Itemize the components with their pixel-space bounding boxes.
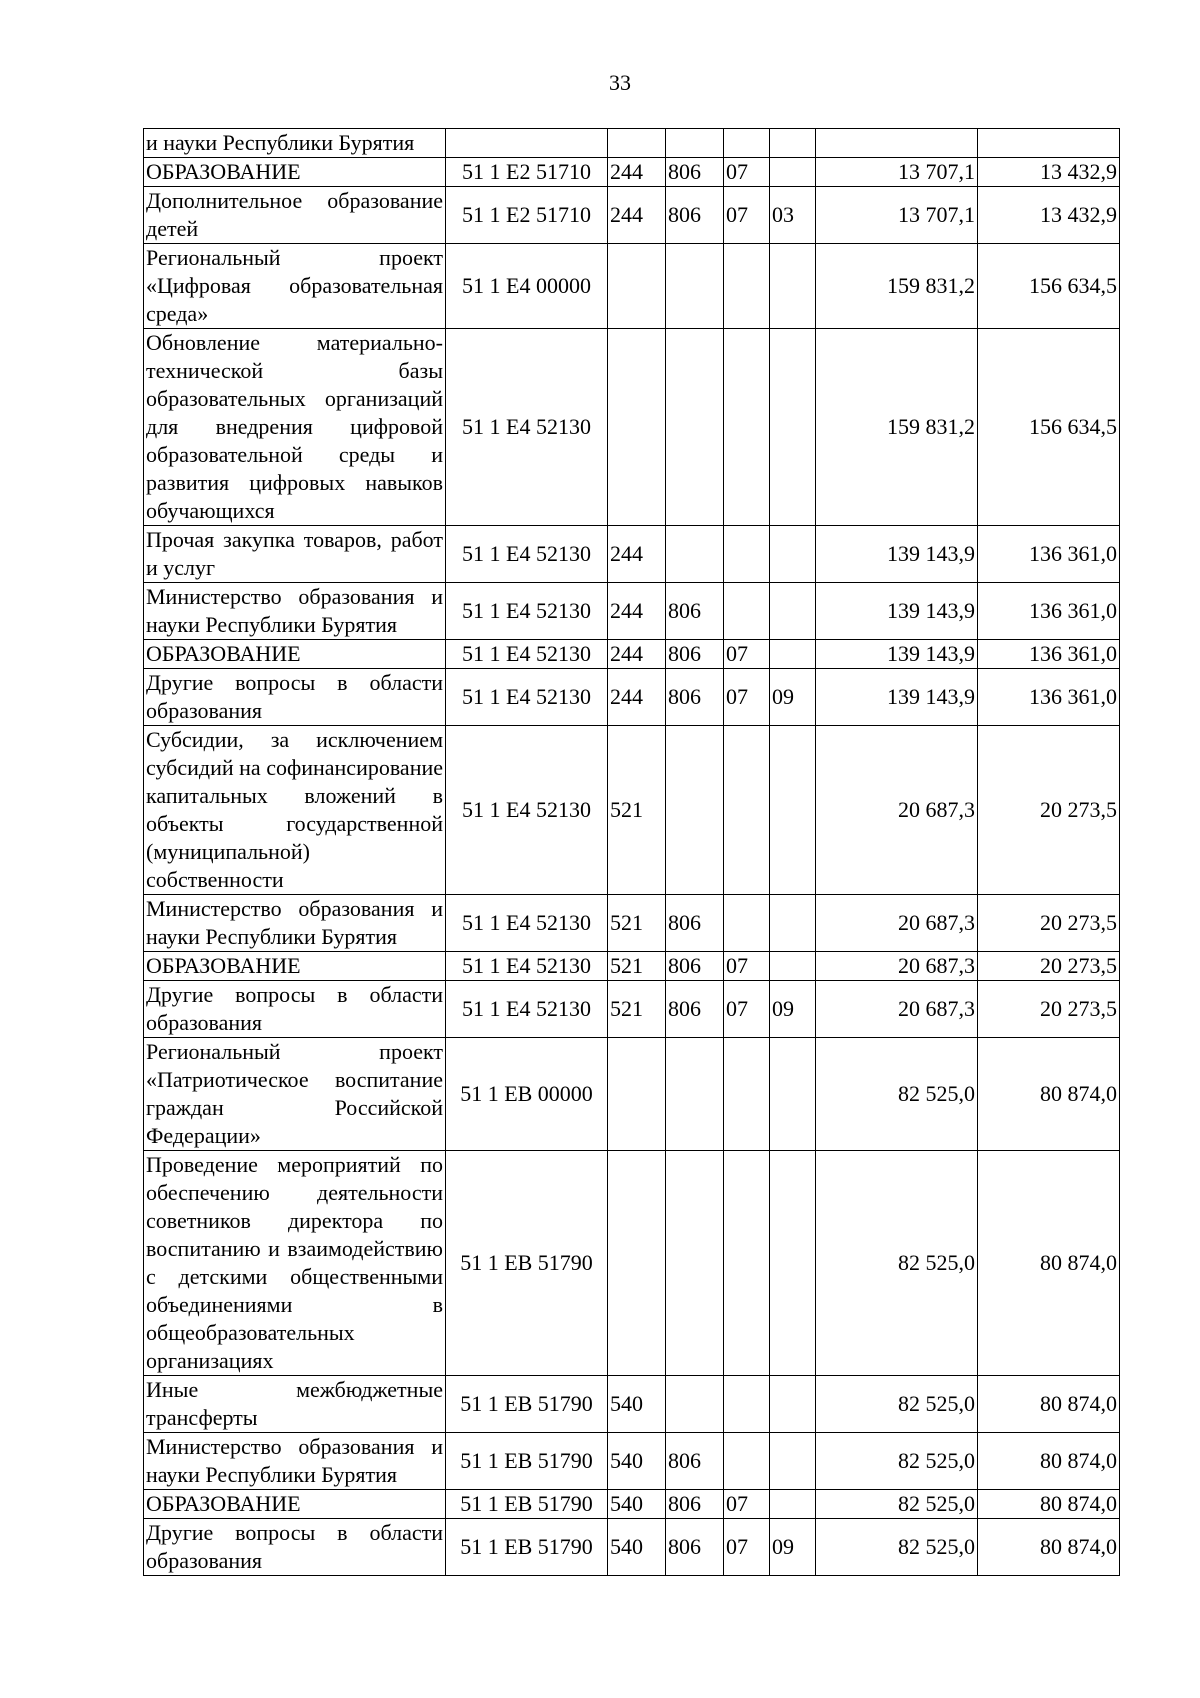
row-name-cell: Министерство образования и науки Республики Бурятия [144, 1433, 446, 1490]
row-sum2-cell: 20 273,5 [978, 981, 1120, 1038]
row-grbs-cell [666, 329, 724, 526]
table-row [144, 1151, 1120, 1376]
row-sum2-cell: 13 432,9 [978, 158, 1120, 187]
row-name-cell: Иные межбюджетные трансферты [144, 1376, 446, 1433]
row-sum1-cell: 13 707,1 [816, 158, 978, 187]
row-vr-cell: 244 [608, 669, 666, 726]
row-pr-cell [770, 726, 816, 895]
row-sum2-cell: 13 432,9 [978, 187, 1120, 244]
row-code-cell: 51 1 E4 52130 [446, 640, 608, 669]
row-grbs-cell: 806 [666, 583, 724, 640]
row-pr-cell [770, 1038, 816, 1151]
row-pr-cell [770, 640, 816, 669]
row-vr-cell: 540 [608, 1376, 666, 1433]
table-row [144, 1038, 1120, 1151]
row-sum1-cell: 139 143,9 [816, 583, 978, 640]
row-grbs-cell: 806 [666, 1433, 724, 1490]
row-pr-cell: 09 [770, 1519, 816, 1576]
row-pr-cell [770, 158, 816, 187]
row-grbs-cell [666, 1376, 724, 1433]
row-sum2-cell: 80 874,0 [978, 1151, 1120, 1376]
row-vr-cell: 521 [608, 981, 666, 1038]
row-sum2-cell: 80 874,0 [978, 1490, 1120, 1519]
row-grbs-cell: 806 [666, 187, 724, 244]
row-code-cell: 51 1 E4 52130 [446, 895, 608, 952]
row-code-cell: 51 1 E4 52130 [446, 526, 608, 583]
row-grbs-cell: 806 [666, 952, 724, 981]
row-code-cell: 51 1 E4 52130 [446, 952, 608, 981]
row-sum1-cell: 20 687,3 [816, 952, 978, 981]
table-row [144, 1376, 1120, 1433]
row-vr-cell: 244 [608, 583, 666, 640]
row-rz-cell [724, 1376, 770, 1433]
row-grbs-cell: 806 [666, 640, 724, 669]
row-vr-cell [608, 129, 666, 158]
table-row [144, 1519, 1120, 1576]
table-row [144, 640, 1120, 669]
row-sum2-cell: 136 361,0 [978, 583, 1120, 640]
row-grbs-cell [666, 1151, 724, 1376]
budget-table [143, 128, 1120, 1576]
page-number: 33 [609, 70, 631, 95]
row-vr-cell: 244 [608, 526, 666, 583]
row-rz-cell [724, 1433, 770, 1490]
row-pr-cell [770, 129, 816, 158]
row-sum2-cell: 80 874,0 [978, 1038, 1120, 1151]
row-pr-cell [770, 1490, 816, 1519]
row-grbs-cell [666, 244, 724, 329]
row-code-cell: 51 1 E2 51710 [446, 158, 608, 187]
row-rz-cell: 07 [724, 1490, 770, 1519]
row-rz-cell: 07 [724, 952, 770, 981]
row-rz-cell: 07 [724, 640, 770, 669]
table-row [144, 129, 1120, 158]
row-sum2-cell: 80 874,0 [978, 1376, 1120, 1433]
table-row [144, 158, 1120, 187]
row-sum1-cell: 20 687,3 [816, 895, 978, 952]
row-rz-cell [724, 895, 770, 952]
row-grbs-cell [666, 526, 724, 583]
row-rz-cell [724, 583, 770, 640]
row-sum1-cell: 82 525,0 [816, 1376, 978, 1433]
row-rz-cell: 07 [724, 187, 770, 244]
row-sum2-cell: 20 273,5 [978, 726, 1120, 895]
row-rz-cell [724, 1038, 770, 1151]
table-row [144, 187, 1120, 244]
row-pr-cell [770, 583, 816, 640]
row-pr-cell: 09 [770, 981, 816, 1038]
row-pr-cell [770, 526, 816, 583]
row-pr-cell [770, 1376, 816, 1433]
row-name-cell: Другие вопросы в области образования [144, 669, 446, 726]
row-vr-cell: 244 [608, 640, 666, 669]
row-sum1-cell: 139 143,9 [816, 526, 978, 583]
row-vr-cell: 244 [608, 158, 666, 187]
row-vr-cell [608, 329, 666, 526]
row-code-cell: 51 1 E4 52130 [446, 583, 608, 640]
row-name-cell: Министерство образования и науки Республики Бурятия [144, 583, 446, 640]
row-sum1-cell: 82 525,0 [816, 1151, 978, 1376]
row-grbs-cell [666, 129, 724, 158]
row-code-cell: 51 1 EB 51790 [446, 1490, 608, 1519]
row-sum1-cell [816, 129, 978, 158]
row-sum2-cell: 136 361,0 [978, 669, 1120, 726]
row-sum2-cell: 136 361,0 [978, 640, 1120, 669]
row-code-cell: 51 1 EB 00000 [446, 1038, 608, 1151]
row-sum1-cell: 159 831,2 [816, 329, 978, 526]
row-name-cell: Субсидии, за исключением субсидий на софинансирование капитальных вложений в объекты государственной (муниципальной) собственности [144, 726, 446, 895]
row-pr-cell: 09 [770, 669, 816, 726]
row-sum1-cell: 139 143,9 [816, 640, 978, 669]
row-name-cell: ОБРАЗОВАНИЕ [144, 158, 446, 187]
row-sum1-cell: 20 687,3 [816, 981, 978, 1038]
row-grbs-cell: 806 [666, 981, 724, 1038]
table-row [144, 726, 1120, 895]
row-sum1-cell: 159 831,2 [816, 244, 978, 329]
row-code-cell: 51 1 EB 51790 [446, 1433, 608, 1490]
row-pr-cell [770, 1433, 816, 1490]
row-rz-cell: 07 [724, 669, 770, 726]
row-pr-cell: 03 [770, 187, 816, 244]
row-code-cell [446, 129, 608, 158]
row-name-cell: Региональный проект «Патриотическое воспитание граждан Российской Федерации» [144, 1038, 446, 1151]
row-grbs-cell [666, 1038, 724, 1151]
row-sum1-cell: 82 525,0 [816, 1490, 978, 1519]
table-row [144, 583, 1120, 640]
row-rz-cell [724, 244, 770, 329]
row-sum2-cell: 80 874,0 [978, 1519, 1120, 1576]
row-rz-cell [724, 726, 770, 895]
row-name-cell: Другие вопросы в области образования [144, 1519, 446, 1576]
row-name-cell: Проведение мероприятий по обеспечению деятельности советников директора по воспитанию и взаимодействию с детскими общественными объединениями в общеобразовательных организациях [144, 1151, 446, 1376]
row-vr-cell: 540 [608, 1490, 666, 1519]
row-name-cell: ОБРАЗОВАНИЕ [144, 952, 446, 981]
table-row [144, 669, 1120, 726]
budget-table-body [144, 129, 1120, 1576]
row-sum1-cell: 82 525,0 [816, 1519, 978, 1576]
row-vr-cell: 521 [608, 895, 666, 952]
row-name-cell: Другие вопросы в области образования [144, 981, 446, 1038]
table-row [144, 895, 1120, 952]
row-sum2-cell: 80 874,0 [978, 1433, 1120, 1490]
table-row [144, 952, 1120, 981]
row-code-cell: 51 1 E4 00000 [446, 244, 608, 329]
table-row [144, 1433, 1120, 1490]
row-grbs-cell: 806 [666, 1490, 724, 1519]
row-pr-cell [770, 895, 816, 952]
row-sum1-cell: 82 525,0 [816, 1038, 978, 1151]
row-code-cell: 51 1 EB 51790 [446, 1376, 608, 1433]
row-vr-cell [608, 1038, 666, 1151]
row-code-cell: 51 1 E4 52130 [446, 669, 608, 726]
row-rz-cell [724, 129, 770, 158]
table-row [144, 329, 1120, 526]
row-code-cell: 51 1 E4 52130 [446, 981, 608, 1038]
row-pr-cell [770, 329, 816, 526]
row-code-cell: 51 1 E4 52130 [446, 329, 608, 526]
row-name-cell: ОБРАЗОВАНИЕ [144, 640, 446, 669]
row-sum1-cell: 20 687,3 [816, 726, 978, 895]
row-vr-cell: 540 [608, 1519, 666, 1576]
row-pr-cell [770, 244, 816, 329]
table-row [144, 981, 1120, 1038]
row-rz-cell: 07 [724, 158, 770, 187]
row-vr-cell [608, 1151, 666, 1376]
row-rz-cell [724, 526, 770, 583]
row-rz-cell: 07 [724, 1519, 770, 1576]
row-name-cell: Прочая закупка товаров, работ и услуг [144, 526, 446, 583]
row-vr-cell [608, 244, 666, 329]
row-pr-cell [770, 952, 816, 981]
row-rz-cell [724, 329, 770, 526]
row-name-cell: Региональный проект «Цифровая образовательная среда» [144, 244, 446, 329]
row-code-cell: 51 1 EB 51790 [446, 1151, 608, 1376]
row-sum2-cell: 156 634,5 [978, 329, 1120, 526]
row-grbs-cell: 806 [666, 158, 724, 187]
row-grbs-cell: 806 [666, 1519, 724, 1576]
row-sum1-cell: 139 143,9 [816, 669, 978, 726]
row-grbs-cell: 806 [666, 895, 724, 952]
row-name-cell: Дополнительное образование детей [144, 187, 446, 244]
row-code-cell: 51 1 EB 51790 [446, 1519, 608, 1576]
table-row [144, 244, 1120, 329]
row-sum2-cell: 156 634,5 [978, 244, 1120, 329]
row-rz-cell: 07 [724, 981, 770, 1038]
row-pr-cell [770, 1151, 816, 1376]
row-name-cell: ОБРАЗОВАНИЕ [144, 1490, 446, 1519]
row-sum2-cell: 136 361,0 [978, 526, 1120, 583]
row-code-cell: 51 1 E4 52130 [446, 726, 608, 895]
row-grbs-cell: 806 [666, 669, 724, 726]
row-grbs-cell [666, 726, 724, 895]
row-name-cell: и науки Республики Бурятия [144, 129, 446, 158]
table-row [144, 1490, 1120, 1519]
row-rz-cell [724, 1151, 770, 1376]
row-vr-cell: 244 [608, 187, 666, 244]
row-sum2-cell: 20 273,5 [978, 952, 1120, 981]
row-sum1-cell: 13 707,1 [816, 187, 978, 244]
row-code-cell: 51 1 E2 51710 [446, 187, 608, 244]
row-sum2-cell [978, 129, 1120, 158]
row-sum1-cell: 82 525,0 [816, 1433, 978, 1490]
table-row [144, 526, 1120, 583]
row-name-cell: Обновление материально-технической базы образовательных организаций для внедрения цифровой образовательной среды и развития цифровых навыков обучающихся [144, 329, 446, 526]
row-sum2-cell: 20 273,5 [978, 895, 1120, 952]
row-vr-cell: 521 [608, 726, 666, 895]
row-vr-cell: 521 [608, 952, 666, 981]
row-vr-cell: 540 [608, 1433, 666, 1490]
row-name-cell: Министерство образования и науки Республики Бурятия [144, 895, 446, 952]
